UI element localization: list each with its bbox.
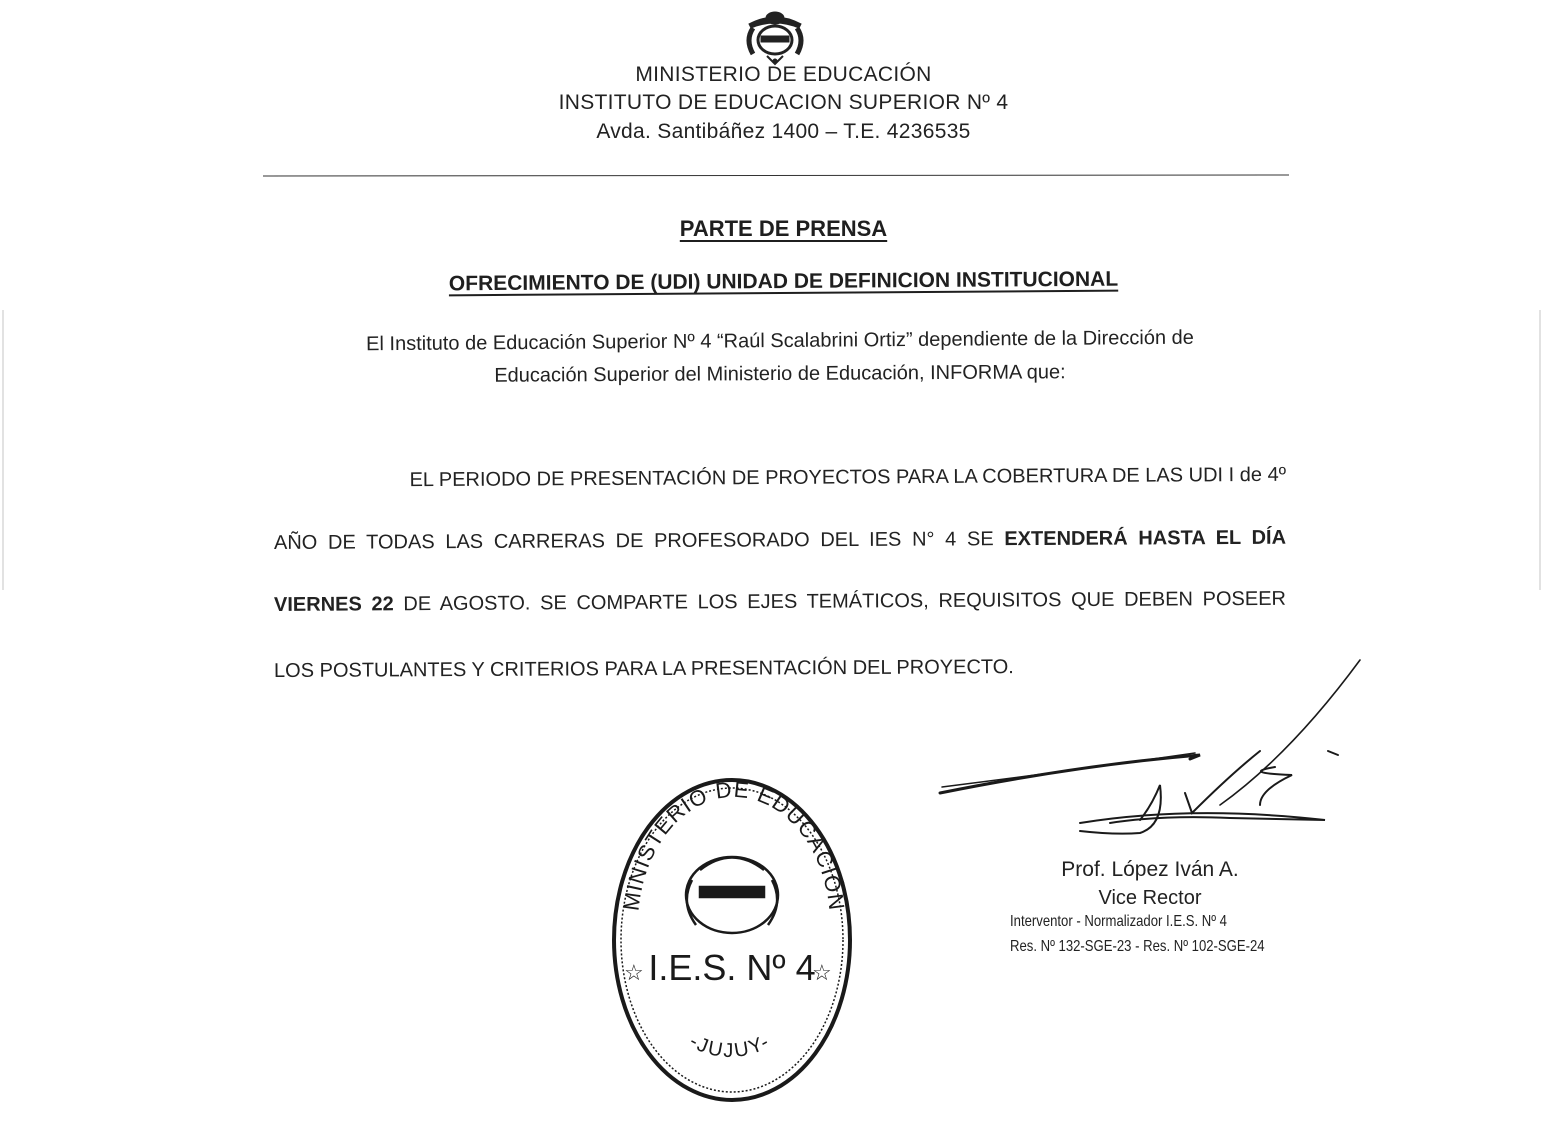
signatory-position: Interventor - Normalizador I.E.S. Nº 4: [1010, 913, 1227, 930]
coat-of-arms-icon: [741, 6, 809, 68]
signatory-resolutions: Res. Nº 132-SGE-23 - Res. Nº 102-SGE-24: [1010, 938, 1265, 955]
body-line-2: [274, 527, 1286, 555]
intro-line-2: Educación Superior del Ministerio de Educación, INFORMA que:: [494, 361, 1066, 387]
stamp-bottom-text: -JUJUY-: [685, 1030, 775, 1063]
signature-mark: [930, 655, 1370, 855]
body-line-4: LOS POSTULANTES Y CRITERIOS PARA LA PRESENTACIÓN DEL PROYECTO.: [273, 656, 1014, 682]
intro-line-1: El Instituto de Educación Superior Nº 4 “Raúl Scalabrini Ortiz” dependiente de la Dirección de: [366, 326, 1194, 356]
body-line-1: EL PERIODO DE PRESENTACIÓN DE PROYECTOS PARA LA COBERTURA DE LAS UDI I de 4º: [409, 463, 1287, 492]
institute-header: INSTITUTO DE EDUCACION SUPERIOR Nº 4: [558, 91, 1009, 114]
star-icon: ☆: [812, 960, 832, 985]
official-stamp: [600, 775, 860, 1105]
signatory-role: Vice Rector: [1098, 887, 1202, 909]
body-line-3: [274, 588, 1286, 617]
body-line-2-text: AÑO DE TODAS LAS CARRERAS DE PROFESORADO DEL IES N° 4 SE: [273, 528, 1005, 554]
ministry-header: MINISTERIO DE EDUCACIÓN: [635, 63, 932, 86]
scan-edge-left: [2, 310, 4, 590]
signatory-name: Prof. López Iván A.: [1061, 858, 1239, 881]
svg-text:-JUJUY-: [686, 1030, 775, 1062]
header-divider: [263, 174, 1289, 176]
stamp-arc-text: MINISTERIO DE EDUCACIÓN: [618, 776, 850, 913]
body-line-3-text: DE AGOSTO. SE COMPARTE LOS EJES TEMÁTICOS, REQUISITOS QUE DEBEN POSEER: [393, 587, 1287, 616]
document-title: PARTE DE PRENSA: [679, 216, 888, 241]
document-subtitle: OFRECIMIENTO DE (UDI) UNIDAD DE DEFINICION INSTITUCIONAL: [448, 267, 1119, 296]
address-header: Avda. Santibáñez 1400 – T.E. 4236535: [596, 120, 971, 143]
body-line-2-emphasis: EXTENDERÁ HASTA EL DÍA: [1004, 526, 1287, 551]
stamp-center-text: I.E.S. Nº 4: [648, 947, 816, 988]
body-line-3-emphasis: VIERNES 22: [273, 593, 394, 616]
scan-edge-right: [1539, 310, 1541, 590]
star-icon: ☆: [624, 960, 644, 985]
